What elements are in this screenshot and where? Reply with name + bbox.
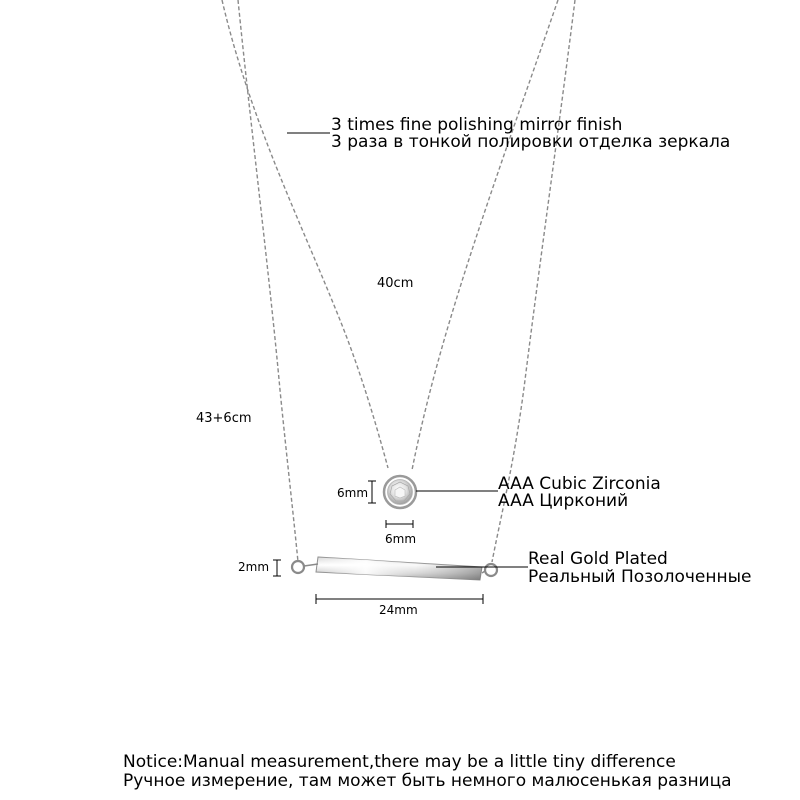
stone-height-label: 6mm	[337, 486, 369, 500]
stone-width-label: 6mm	[385, 532, 417, 546]
inner-chain-length-label: 40cm	[377, 276, 414, 291]
zirconia-label-ru: AAA Цирконий	[498, 491, 629, 511]
notice-en: Notice:Manual measurement,there may be a little tiny difference	[123, 752, 676, 772]
notice-ru: Ручное измерение, там может быть немного малюсенькая разница	[123, 771, 732, 791]
polish-label-en: 3 times fine polishing mirror finish	[331, 115, 623, 135]
outer-chain-left	[238, 0, 298, 562]
zirconia-label-en: AAA Cubic Zirconia	[498, 474, 661, 494]
bar-height-label: 2mm	[238, 560, 270, 574]
zirconia-pendant	[384, 476, 416, 508]
polish-label-ru: 3 раза в тонкой полировки отделка зеркала	[331, 132, 731, 152]
bar-width-label: 24mm	[379, 603, 418, 617]
plating-label-ru: Реальный Позолоченные	[528, 567, 752, 587]
inner-chain-left	[222, 0, 388, 468]
inner-chain-right	[412, 0, 558, 470]
outer-chain-length-label: 43+6cm	[196, 411, 252, 426]
plating-label-en: Real Gold Plated	[528, 549, 668, 569]
inner-chain	[222, 0, 558, 470]
bar-pendant	[292, 557, 497, 580]
